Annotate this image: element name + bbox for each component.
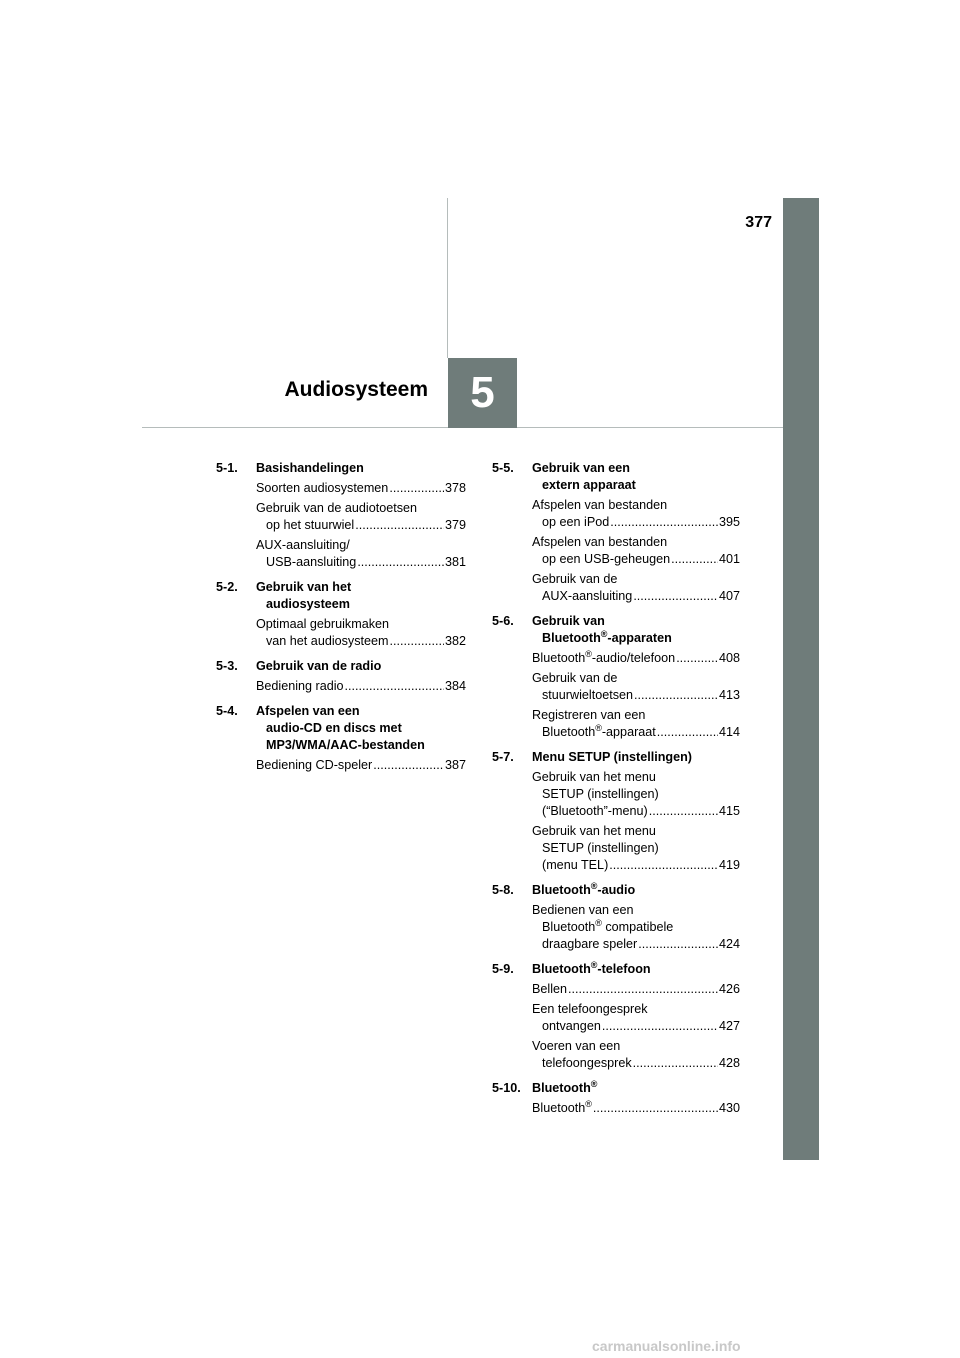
entry-page-number: 415: [718, 804, 740, 818]
section-title: Bluetooth®-audio: [532, 880, 636, 897]
entry-text: Bedienen van een: [532, 903, 634, 917]
toc-section-5-9: [492, 961, 740, 978]
entry-page-number: 428: [718, 1056, 740, 1070]
chapter-number-box: 5: [448, 358, 517, 428]
dot-leader: [676, 650, 718, 667]
section-title: Gebruik van het: [256, 580, 352, 594]
dot-leader: [593, 1100, 718, 1117]
dot-leader: [602, 1018, 718, 1035]
toc-section-5-3: [216, 658, 466, 675]
toc-entry[interactable]: [216, 757, 466, 774]
dot-leader: [357, 554, 444, 571]
entry-text: Optimaal gebruikmaken: [256, 617, 389, 631]
entry-text: Bluetooth®-apparaat: [542, 722, 656, 739]
entry-text: (“Bluetooth”-menu): [542, 804, 648, 818]
toc-entry[interactable]: [492, 1100, 740, 1117]
section-number: 5-10.: [492, 1081, 521, 1095]
entry-text: stuurwieltoetsen: [542, 688, 634, 702]
entry-text: van het audiosysteem: [266, 634, 389, 648]
entry-text: Bluetooth® compatibele: [542, 917, 674, 934]
section-number: 5-9.: [492, 962, 514, 976]
section-title: Bluetooth®-telefoon: [532, 959, 651, 976]
entry-page-number: 379: [444, 518, 466, 532]
entry-text: Gebruik van de: [532, 572, 618, 586]
entry-text: SETUP (instellingen): [542, 787, 659, 801]
entry-text: Gebruik van het menu: [532, 770, 656, 784]
toc-section-5-6: [492, 613, 740, 647]
section-number: 5-8.: [492, 883, 514, 897]
dot-leader: [649, 803, 718, 820]
section-title: Menu SETUP (instellingen): [532, 750, 692, 764]
dot-leader: [610, 514, 718, 531]
entry-text: Soorten audiosystemen: [256, 481, 389, 495]
entry-text: op een iPod: [542, 515, 610, 529]
entry-page-number: 426: [718, 982, 740, 996]
toc-entry[interactable]: [216, 500, 466, 534]
section-title: audio-CD en discs met: [266, 721, 402, 735]
entry-text: ontvangen: [542, 1019, 601, 1033]
dot-leader: [345, 678, 444, 695]
entry-page-number: 395: [718, 515, 740, 529]
toc-entry[interactable]: [492, 707, 740, 741]
dot-leader: [671, 551, 718, 568]
entry-text: AUX-aansluiting/: [256, 538, 350, 552]
section-title: Bluetooth®-apparaten: [542, 628, 672, 645]
section-number: 5-5.: [492, 461, 514, 475]
section-title: MP3/WMA/AAC-bestanden: [266, 738, 425, 752]
section-number: 5-4.: [216, 704, 238, 718]
entry-text: Voeren van een: [532, 1039, 621, 1053]
entry-text: Bluetooth®-audio/telefoon: [532, 648, 676, 665]
toc-entry[interactable]: [216, 537, 466, 571]
entry-page-number: 407: [718, 589, 740, 603]
entry-page-number: 408: [718, 651, 740, 665]
entry-text: USB-aansluiting: [266, 555, 357, 569]
toc-section-5-4: [216, 703, 466, 754]
entry-page-number: 427: [718, 1019, 740, 1033]
dot-leader: [638, 936, 718, 953]
toc-section-5-7: [492, 749, 740, 766]
section-title: extern apparaat: [542, 478, 636, 492]
entry-page-number: 413: [718, 688, 740, 702]
section-title: Gebruik van een: [532, 461, 630, 475]
section-title: Gebruik van de radio: [256, 659, 382, 673]
entry-text: Bediening radio: [256, 679, 344, 693]
dot-leader: [568, 981, 718, 998]
watermark: carmanualsonline.info: [592, 1338, 741, 1354]
entry-text: AUX-aansluiting: [542, 589, 633, 603]
entry-text: Gebruik van de: [532, 671, 618, 685]
toc-entry[interactable]: [216, 616, 466, 650]
toc-entry[interactable]: [492, 1001, 740, 1035]
section-number: 5-3.: [216, 659, 238, 673]
entry-page-number: 378: [444, 481, 466, 495]
entry-text: Afspelen van bestanden: [532, 535, 668, 549]
chapter-tab-bar: [783, 198, 819, 1160]
entry-text: Bellen: [532, 982, 568, 996]
toc-column-right: [492, 460, 740, 1117]
entry-text: Bluetooth®: [532, 1098, 592, 1115]
toc-entry[interactable]: [492, 650, 740, 667]
toc-entry[interactable]: [492, 534, 740, 568]
toc-entry[interactable]: [492, 1038, 740, 1072]
entry-page-number: 419: [718, 858, 740, 872]
section-title: Gebruik van: [532, 614, 605, 628]
toc-section-5-5: [492, 460, 740, 494]
entry-text: Een telefoongesprek: [532, 1002, 648, 1016]
entry-page-number: 430: [718, 1101, 740, 1115]
dot-leader: [609, 857, 718, 874]
toc-entry[interactable]: [492, 769, 740, 820]
entry-text: op het stuurwiel: [266, 518, 355, 532]
entry-page-number: 382: [444, 634, 466, 648]
entry-text: op een USB-geheugen: [542, 552, 671, 566]
toc-entry[interactable]: [492, 571, 740, 605]
entry-text: telefoongesprek: [542, 1056, 632, 1070]
section-title: Afspelen van een: [256, 704, 360, 718]
toc-entry[interactable]: [492, 670, 740, 704]
chapter-title: Audiosysteem: [284, 378, 428, 401]
dot-leader: [390, 633, 444, 650]
dot-leader: [389, 480, 444, 497]
entry-text: (menu TEL): [542, 858, 609, 872]
entry-page-number: 414: [718, 725, 740, 739]
toc-entry[interactable]: [216, 678, 466, 695]
header-divider-vertical: [447, 198, 448, 358]
toc-section-5-1: [216, 460, 466, 477]
toc-entry[interactable]: [492, 497, 740, 531]
dot-leader: [355, 517, 444, 534]
entry-page-number: 387: [444, 758, 466, 772]
page-number: 377: [745, 214, 772, 231]
entry-text: draagbare speler: [542, 937, 638, 951]
entry-page-number: 384: [444, 679, 466, 693]
dot-leader: [633, 1055, 718, 1072]
entry-text: Afspelen van bestanden: [532, 498, 668, 512]
section-title: audiosysteem: [266, 597, 350, 611]
toc-entry[interactable]: [492, 902, 740, 953]
toc-entry[interactable]: [216, 480, 466, 497]
dot-leader: [373, 757, 444, 774]
section-number: 5-2.: [216, 580, 238, 594]
dot-leader: [634, 687, 718, 704]
dot-leader: [657, 724, 718, 741]
entry-page-number: 424: [718, 937, 740, 951]
section-number: 5-6.: [492, 614, 514, 628]
entry-page-number: 381: [444, 555, 466, 569]
dot-leader: [633, 588, 718, 605]
entry-text: Bediening CD-speler: [256, 758, 373, 772]
toc-section-5-8: [492, 882, 740, 899]
entry-page-number: 401: [718, 552, 740, 566]
section-title: Basishandelingen: [256, 461, 364, 475]
toc-entry[interactable]: [492, 981, 740, 998]
section-number: 5-1.: [216, 461, 238, 475]
entry-text: SETUP (instellingen): [542, 841, 659, 855]
toc-section-5-2: [216, 579, 466, 613]
entry-text: Gebruik van het menu: [532, 824, 656, 838]
section-number: 5-7.: [492, 750, 514, 764]
entry-text: Gebruik van de audiotoetsen: [256, 501, 418, 515]
entry-text: Registreren van een: [532, 708, 646, 722]
section-title: Bluetooth®: [532, 1078, 598, 1095]
toc-section-5-10: [492, 1080, 740, 1097]
toc-column-left: [216, 460, 466, 774]
toc-entry[interactable]: [492, 823, 740, 874]
